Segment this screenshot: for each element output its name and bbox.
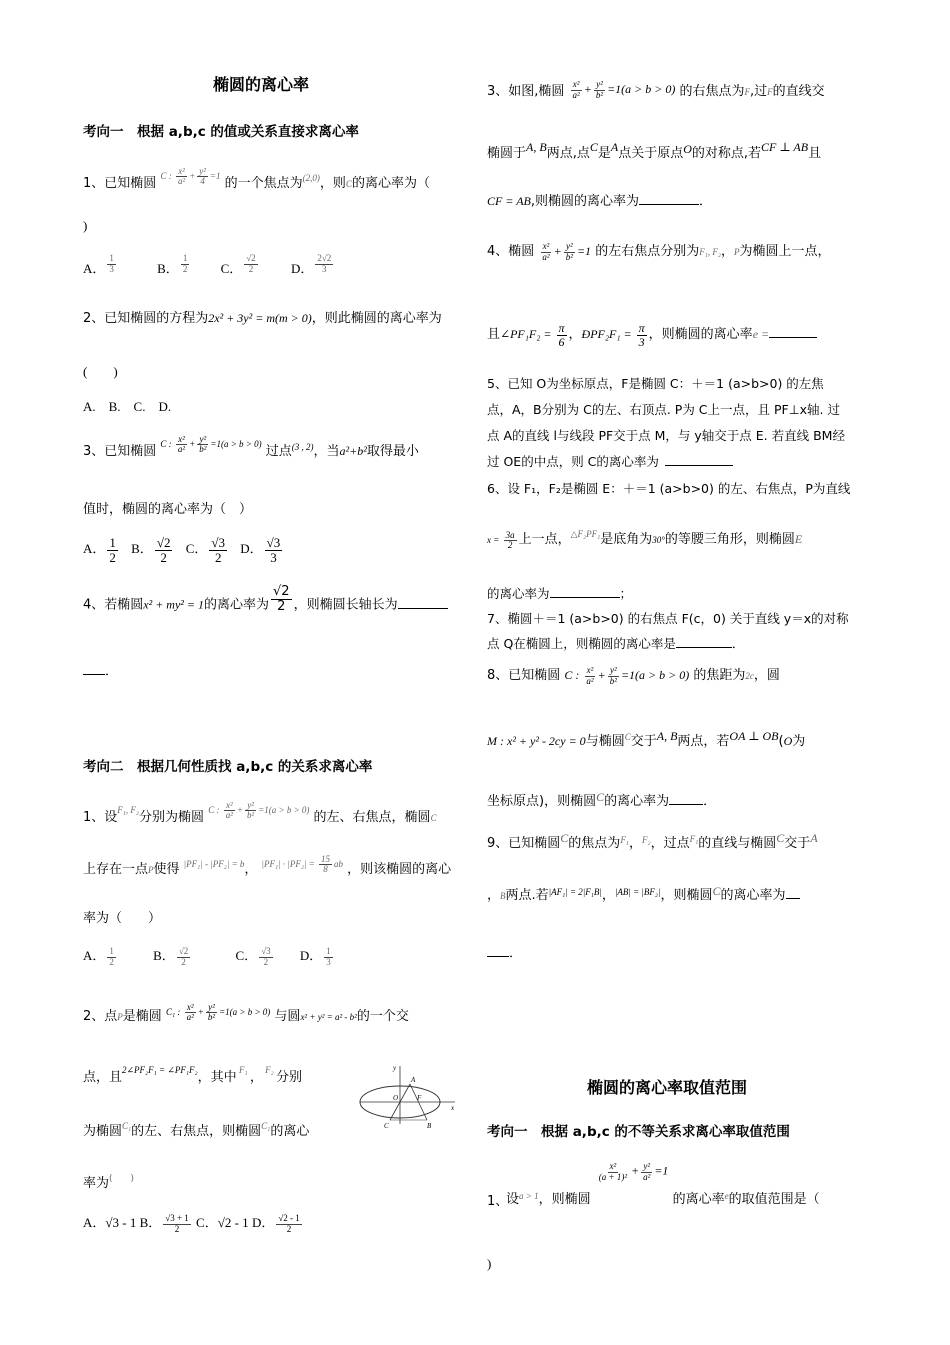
question-2-1-line-3: 率为（ ） [83, 911, 162, 926]
figure-label-x: x [451, 1104, 455, 1112]
page-title: 椭圆的离心率 [213, 75, 310, 94]
r-question-9-line-1: 9、已知椭圆C的焦点为$^{F_1}$，$^{F_2}$，过点$^{F_1}$的直线与椭圆C交于A [487, 831, 818, 851]
question-3-line-2: 值时，椭圆的离心率为（ ） [83, 502, 253, 517]
r-question-5-line-3: 点 A的直线 l与线段 PF交于点 M，与 y轴交于点 E. 若直线 BM经 [487, 428, 845, 443]
range-title: 椭圆的离心率取值范围 [587, 1078, 748, 1097]
r-question-6-line-2: x = $\frac{3a}{2}$ 上一点，$^{\triangle F_2PF_1}$是底角为30°的等腰三角形，则椭圆E [487, 529, 803, 551]
r-question-3-line-1: 3、如图,椭圆 $\frac{\text{x²}}{\text{a²}}$ + $\frac{\text{y²}}{\text{b²}}$ =1(a > b > 0) 的右焦点为F,过F的直线交 [487, 79, 825, 100]
section-heading-1: 考向一 根据 a,b,c 的值或关系直接求离心率 [83, 124, 359, 140]
r-question-5-line-1: 5、已知 O为坐标原点，F是椭圆 C：＋＝1 (a>b>0) 的左焦 [487, 376, 824, 391]
question-2-1-line-1: 1、设$^{F_1, F_2}$分别为椭圆 $^{C : \frac{\text{x²}}{\text{a²}} + \frac{\text{y²}}{\text{b²}} =1(a > b > 0)}$ 的左、右焦点，椭圆C [83, 800, 437, 825]
r-question-5-line-4: 过 OE的中点，则 C的离心率为 [487, 452, 733, 470]
question-2-2-line-1: 2、点P是椭圆 $^{C_1 : \frac{\text{x²}}{\text{a²}} + \frac{\text{y²}}{\text{b²}} =1(a > b > 0)}$ 与圆x² + y² = a² - b²的一个交 [83, 1002, 409, 1024]
r-question-7-line-1: 7、椭圆＋＝1 (a>b>0) 的右焦点 F(c，0) 关于直线 y＝x的对称 [487, 611, 849, 626]
section-heading-2: 考向二 根据几何性质找 a,b,c 的关系求离心率 [83, 759, 373, 775]
r-question-9-line-3: ． [487, 942, 522, 961]
r-question-4-line-1: 4、椭圆 $\frac{\text{x²}}{\text{a²}}$ + $\frac{\text{y²}}{\text{b²}}$ =1 的左右焦点分别为F₁, F₂，P为椭圆上一点， [487, 241, 831, 262]
figure-label-f: F [417, 1094, 422, 1102]
r-question-8-line-3: 坐标原点)，则椭圆C的离心率为 ． [487, 790, 717, 809]
r-question-3-line-3: CF = AB,则椭圆的离心率为 ． [487, 194, 713, 209]
figure-label-o: O [393, 1094, 399, 1102]
question-1-line-1: 1、已知椭圆 $^{C : \frac{\text{x²}}{\text{a²}} + \frac{\text{y²}}{4} =1}$ 的一个焦点为$^{(2,0)}$，则C的离心率为（ [83, 166, 430, 191]
question-4-line-2: ． [83, 660, 118, 679]
question-4-line-1: 4、若椭圆x² + my² = 1的离心率为 $\frac{√2}{2}$ ，则椭圆长轴长为 [83, 591, 448, 619]
range-question-1-line-1: 1、 [487, 1194, 509, 1209]
question-2-options: A. B. C. D. [83, 399, 172, 414]
r-question-5-line-2: 点，A，B分别为 C的左、右顶点. P为 C上一点，且 PF⊥x轴. 过 [487, 402, 840, 417]
question-2-1-line-2: 上存在一点P使得 $^{|PF_1| - |PF_2| = b}$， $^{|PF_1| \cdot |PF_2| = \frac{15}{8} ab}$ ，则该椭圆的离心 [83, 854, 452, 877]
figure-label-c: C [384, 1122, 389, 1130]
question-2-2-options: A．√3 - 1 B． $\frac{√3 + 1}{2}$ C．√2 - 1 D． $\frac{√2 - 1}{2}$ [83, 1213, 300, 1234]
r-question-8-line-2: M : x² + y² - 2cy = 0与椭圆$^C$交于A, B两点，若OA ⊥ OB(O为 [487, 729, 806, 749]
question-2-2-line-2: 点，且$^{2\angle PF_2F_1 = \angle PF_1F_2}$，其中 $^{F_1}$ ， $^{F_2}$ 分别 [83, 1065, 302, 1085]
figure-label-y: y [393, 1064, 397, 1072]
r-question-8-line-1: 8、已知椭圆 C : $\frac{\text{x²}}{\text{a²}}$ + $\frac{\text{y²}}{\text{b²}}$ =1(a > b > 0) 的焦距为2c，圆 [487, 665, 780, 686]
question-2-paren: ( ) [83, 364, 118, 379]
figure-label-b: B [427, 1122, 432, 1130]
r-question-6-line-3: 的离心率为 ； [487, 586, 633, 601]
range-section-heading: 考向一 根据 a,b,c 的不等关系求离心率取值范围 [487, 1124, 790, 1140]
r-question-6-line-1: 6、设 F₁，F₂是椭圆 E：＋＝1 (a>b>0) 的左、右焦点，P为直线 [487, 481, 851, 496]
question-3-options: A． $\frac{1}{2}$ B． $\frac{√2}{2}$ C． $\frac{√3}{2}$ D． $\frac{√3}{3}$ [83, 535, 281, 565]
range-question-1-paren-close: ) [487, 1256, 492, 1271]
question-1-options: A． $\frac{1}{3}$ B． $\frac{1}{2}$ C． $\frac{√2}{2}$ D． $\frac{2√2}{3}$ [83, 253, 332, 276]
r-question-4-line-2: 且∠PF₁F₂ = $\frac{\pi}{6}$ ，ÐPF₂F₁ = $\frac{\pi}{3}$ ，则椭圆的离心率e = [487, 322, 817, 348]
question-2-1-options: A． $\frac{1}{2}$ B． $\frac{√2}{2}$ C． $\frac{√3}{2}$ D． $\frac{1}{3}$ [83, 946, 331, 967]
range-question-1-body: 设$_{a > 1}$，则椭圆 $\frac{\text{x²}}{\text{(a + 1)²}}$ + $\frac{\text{y²}}{\text{a²}}$ =1 的离心率$_e$的取值范围是（ [506, 1161, 820, 1207]
question-2-2-line-4: 率为( ) [83, 1174, 135, 1191]
question-1-paren-close: ) [83, 218, 88, 233]
question-2-line-1: 2、已知椭圆的方程为2x² + 3y² = m(m > 0)，则此椭圆的离心率为 [83, 311, 442, 326]
r-question-9-line-2: ，B两点.若$^{|AF_1| = 2|F_1B|}$，$^{|AB| = |BF_2|}$，则椭圆C的离心率为 [487, 884, 800, 903]
ellipse-figure [355, 1062, 460, 1130]
figure-label-a: A [411, 1076, 416, 1084]
r-question-7-line-2: 点 Q在椭圆上，则椭圆的离心率是 ． [487, 636, 745, 651]
r-question-3-line-2: 椭圆于A, B两点,点C是A点关于原点O的对称点,若CF ⊥ AB且 [487, 140, 822, 161]
question-3-line-1: 3、已知椭圆 $^{C : \frac{\text{x²}}{\text{a²}} + \frac{\text{y²}}{\text{b²}} =1(a > b > 0)}$ 过点$^{(3 , 2)}$，当a²+b²取得最小 [83, 434, 419, 459]
question-2-2-line-3: 为椭圆$^{C_1}$的左、右焦点，则椭圆$^{C_1}$的离心 [83, 1121, 310, 1139]
